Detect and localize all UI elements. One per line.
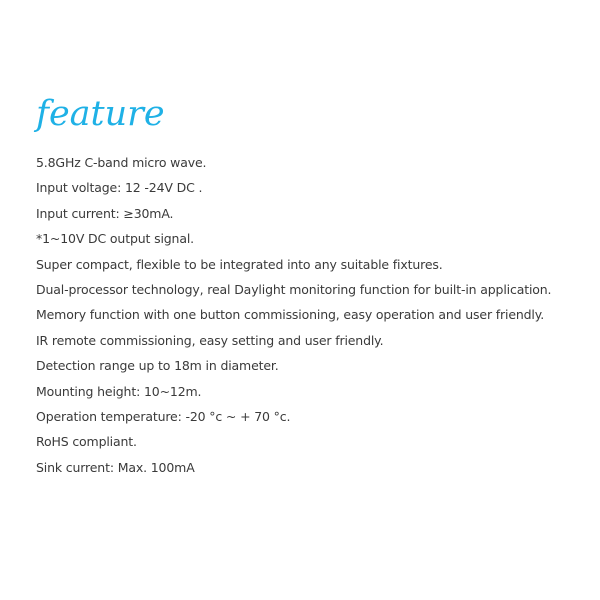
feature-item-input-current: Input current: ≥30mA.: [36, 205, 174, 221]
feature-list: [36, 150, 596, 480]
feature-item-memory-function: Memory function with one button commissioning, easy operation and user friendly.: [36, 307, 545, 323]
feature-item-frequency: 5.8GHz C-band micro wave.: [36, 155, 207, 170]
feature-item-output-signal: *1~10V DC output signal.: [36, 231, 194, 247]
feature-item-detection-range: Detection range up to 18m in diameter.: [36, 358, 279, 374]
feature-item-compact: Super compact, flexible to be integrated into any suitable fixtures.: [36, 256, 443, 272]
feature-item-operation-temperature: Operation temperature: -20 °c ~ + 70 °c.: [36, 409, 291, 425]
feature-heading: feature: [36, 94, 165, 134]
feature-item-ir-remote: IR remote commissioning, easy setting and user friendly.: [36, 332, 384, 348]
feature-item-mounting-height: Mounting height: 10~12m.: [36, 383, 202, 399]
feature-item-rohs: RoHS compliant.: [36, 434, 137, 450]
feature-item-input-voltage: Input voltage: 12 -24V DC .: [36, 180, 203, 196]
feature-item-dual-processor: Dual-processor technology, real Daylight monitoring function for built-in application.: [36, 282, 552, 298]
feature-item-sink-current: Sink current: Max. 100mA: [36, 459, 195, 475]
